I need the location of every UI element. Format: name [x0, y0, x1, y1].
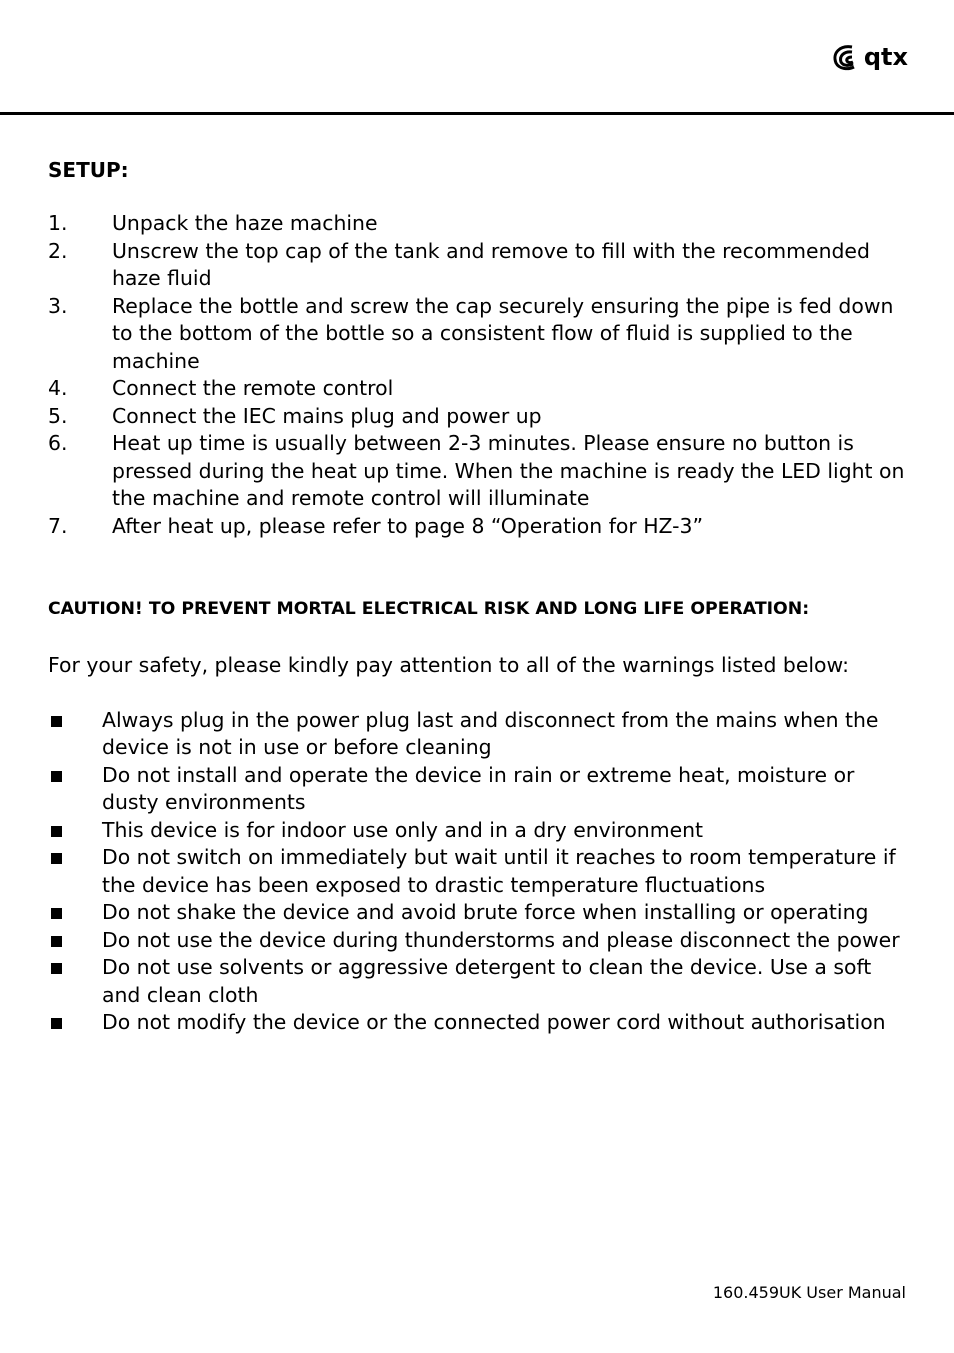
step-text: Connect the remote control — [112, 376, 394, 400]
step-text: Replace the bottle and screw the cap securely ensuring the pipe is fed down to the bottom of the bottle so a consistent flow of fluid is supplied to the machine — [112, 293, 894, 373]
warning-text: This device is for indoor use only and in a dry environment — [102, 817, 704, 842]
step-number: 3. — [48, 293, 68, 318]
square-bullet-icon — [51, 826, 62, 837]
warning-text: Do not switch on immediately but wait until it reaches to room temperature if the device has been exposed to drastic temperature fluctuations — [102, 845, 896, 897]
square-bullet-icon — [51, 853, 62, 864]
page-content — [48, 156, 910, 1037]
step-number: 6. — [48, 431, 68, 455]
list-item — [48, 513, 910, 541]
warning-text: Do not shake the device and avoid brute force when installing or operating — [102, 900, 869, 924]
list-item — [48, 238, 910, 293]
caution-heading: CAUTION! TO PREVENT MORTAL ELECTRICAL RISK AND LONG LIFE OPERATION: — [48, 599, 810, 619]
square-bullet-icon — [51, 908, 62, 919]
list-item — [48, 375, 910, 403]
brand-logo — [830, 42, 908, 72]
square-bullet-icon — [51, 771, 62, 782]
list-item — [48, 844, 910, 899]
step-number: 1. — [48, 211, 68, 235]
list-item — [48, 899, 910, 927]
list-item — [48, 927, 910, 955]
list-item — [48, 430, 910, 513]
header-divider — [0, 112, 954, 115]
square-bullet-icon — [51, 963, 62, 974]
setup-steps-list — [48, 210, 910, 540]
list-item — [48, 817, 910, 845]
warnings-list — [48, 707, 910, 1037]
step-text: Unpack the haze machine — [112, 211, 378, 235]
list-item — [48, 210, 910, 238]
square-bullet-icon — [51, 936, 62, 947]
step-text: Unscrew the top cap of the tank and remove to fill with the recommended haze fluid — [112, 238, 870, 290]
warning-text: Do not use the device during thunderstorms and please disconnect the power — [102, 927, 900, 952]
logo-text: qtx — [863, 43, 908, 71]
warning-text: Do not modify the device or the connected power cord without authorisation — [102, 1010, 886, 1034]
list-item — [48, 403, 910, 431]
list-item — [48, 954, 910, 1009]
list-item — [48, 293, 910, 376]
square-bullet-icon — [51, 716, 62, 727]
square-bullet-icon — [51, 1018, 62, 1029]
warning-text: Do not install and operate the device in rain or extreme heat, moisture or dusty environments — [102, 762, 855, 814]
step-text: Heat up time is usually between 2-3 minutes. Please ensure no button is pressed during the heat up time. When the machine is ready the LED light on the machine and remote control will illuminate — [112, 431, 905, 510]
step-number: 2. — [48, 238, 68, 263]
setup-heading: SETUP: — [48, 158, 129, 182]
step-text: Connect the IEC mains plug and power up — [112, 403, 542, 428]
step-number: 4. — [48, 376, 68, 400]
step-number: 5. — [48, 403, 68, 428]
warning-text: Always plug in the power plug last and disconnect from the mains when the device is not in use or before cleaning — [102, 707, 879, 759]
qtx-wave-logo-icon — [830, 43, 860, 71]
step-text: After heat up, please refer to page 8 “Operation for HZ-3” — [112, 513, 704, 538]
list-item — [48, 1009, 910, 1037]
warning-text: Do not use solvents or aggressive detergent to clean the device. Use a soft and clean cloth — [102, 955, 872, 1007]
step-number: 7. — [48, 513, 68, 538]
list-item — [48, 707, 910, 762]
safety-intro: For your safety, please kindly pay attention to all of the warnings listed below: — [48, 653, 849, 677]
footer-manual-reference: 160.459UK User Manual — [712, 1283, 906, 1302]
list-item — [48, 762, 910, 817]
